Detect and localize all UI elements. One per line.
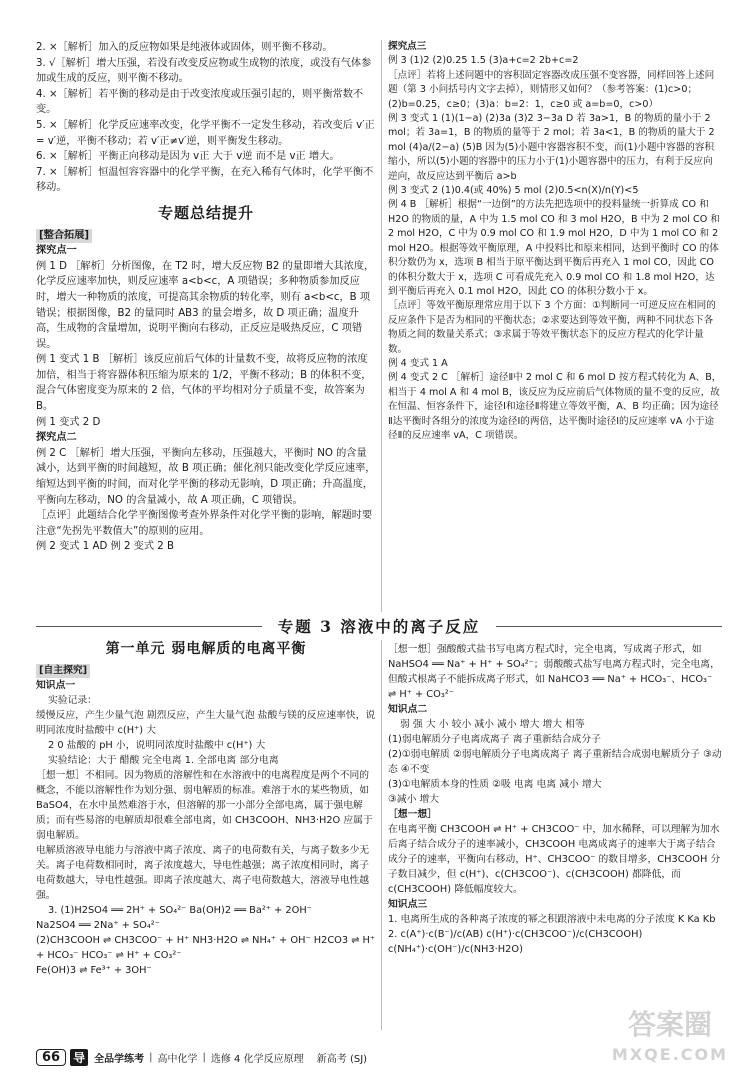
equation-line: Na2SO4 ══ 2Na⁺ + SO₄²⁻	[36, 920, 160, 931]
think-text: ［想一想］不相同。因为物质的溶解性和在水溶液中的电离程度是两个不同的概念，不能以溶解性作为划分强、弱电解质的标准。难溶于水的某些物质，如 BaSO4，在水中虽然难溶于水，但溶解的那一小部分全部电离，属于强电解质；而有些易溶的电解质却很难全部电离，如 CH3COOH、NH3·H2O 应属于弱电解质。	[36, 770, 373, 841]
knowledge-answer: (3)①电解质本身的性质 ②吸 电离 电离 减小 增大	[388, 779, 602, 790]
think-label: ［想一想］	[388, 809, 437, 820]
comment-text: ［点评］等效平衡原理常应用于以下 3 个方面：①判断同一可逆反应在相同的反应条件下是否为相同的平衡状态；②求要达到等效平衡，两种不同状态下各物质之间的数量关系式；③求属于等效平衡状态下的反应方程式的化学计量数。	[388, 300, 716, 355]
footer-separator	[309, 1052, 312, 1063]
footer-separator: |	[202, 1051, 206, 1063]
answer-item: 2. ×［解析］加入的反应物如果是纯液体或固体，则平衡不移动。	[36, 42, 333, 53]
knowledge-answer: (1)弱电解质分子电离成离子 离子重新结合成分子	[388, 734, 601, 745]
example-answer: 例 4 变式 2 C ［解析］途径Ⅱ中 2 mol C 和 6 mol D 按方程式转化为 A、B，相当于 4 mol A 和 4 mol B，该反应为反应前后气体物质的量不变的反应，故在恒温、恒容条件下，途径Ⅰ和途径Ⅱ将建立等效平衡，A、B 均正确；因为途径Ⅱ达平衡时各组分的浓度为途径Ⅰ的两倍，达平衡时途径Ⅰ的反应速率 vA 小于途径Ⅱ的反应速率 vA，C 项错误。	[388, 372, 722, 441]
knowledge-point-3-label: 知识点三	[388, 899, 428, 910]
example-answer: 例 1 变式 1 B ［解析］该反应前后气体的计量数不变，故将反应物的浓度加倍，相当于将容器体积压缩为原来的 1/2，平衡不移动；B 的体积不变，混合气体密度变为原来的 2 倍，气体的平均相对分子质量不变，故答案为 B。	[36, 354, 372, 413]
example-answer: 例 3 变式 2 (1)0.4(或 40%) 5 mol (2)0.5<n(X)/n(Y)<5	[388, 185, 639, 197]
knowledge-answer: 实验结论：大于 醋酸 完全电离 1. 全部电离 部分电离	[48, 755, 279, 766]
formula-line: 2. c(A⁺)·c(B⁻)/c(AB) c(H⁺)·c(CH3COO⁻)/c(CH3COOH) c(NH₄⁺)·c(OH⁻)/c(NH3·H2O)	[388, 929, 643, 955]
equation-line: 3. (1)H2SO4 ══ 2H⁺ + SO₄²⁻ Ba(OH)2 ══ Ba²⁺ + 2OH⁻	[48, 905, 312, 916]
watermark-logo	[600, 1010, 740, 1070]
example-answer: 例 3 (1)2 (2)0.25 1.5 (3)a+c=2 2b+c=2	[388, 55, 579, 67]
knowledge-answer: 电解质溶液导电能力与溶液中离子浓度、离子的电荷数有关，与离子数多少无关。离子电荷数相同时，离子浓度越大，导电性越强；离子浓度相同时，离子电荷数越大，导电性越强。即离子浓度越大、离子电荷数越大，溶液导电性越强。	[36, 845, 370, 901]
left-column-upper	[36, 40, 376, 555]
summary-title: 专题总结提升	[157, 203, 254, 222]
topic-title: 专题 3 溶液中的离子反应	[277, 617, 481, 636]
answer-item: 7. ×［解析］恒温恒容容器中的化学平衡，在充入稀有气体时，化学平衡不移动。	[36, 166, 374, 194]
equation-line: Fe(OH)3 ⇌ Fe³⁺ + 3OH⁻	[36, 965, 152, 976]
equation-line: (2)CH3COOH ⇌ CH3COO⁻ + H⁺ NH3·H2O ⇌ NH₄⁺ + OH⁻ H2CO3 ⇌ H⁺ + HCO₃⁻ HCO₃⁻ ⇌ H⁺ + CO₃²⁻	[36, 935, 376, 961]
integrate-tag: [整合拓展]	[36, 229, 92, 243]
footer-subject: 高中化学	[157, 1053, 198, 1065]
column-divider-lower	[381, 640, 382, 1030]
topic-banner	[36, 614, 722, 638]
example-answer: 例 2 变式 1 AD 例 2 变式 2 B	[36, 541, 174, 553]
answer-item: 3. √［解析］增大压强，若没有改变反应物或生成物的浓度，或没有气体参加或生成的反应，则平衡不移动。	[36, 57, 372, 85]
banner-rule-right	[496, 626, 722, 627]
knowledge-point-1-label: 知识点一	[36, 680, 76, 691]
knowledge-answer: 2 0 盐酸的 pH 小，说明同浓度时盐酸中 c(H⁺) 大	[48, 740, 266, 751]
right-column-lower	[388, 642, 722, 957]
answer-item: 6. ×［解析］平衡正向移动是因为 v正 大于 v逆 而不是 v正 增大。	[36, 151, 340, 163]
think-text: 在电离平衡 CH3COOH ⇌ H⁺ + CH3COO⁻ 中，加水稀释，可以理解为加水后离子结合成分子的速率减小，CH3COOH 电离成离子的速率大于离子结合成分子的速率，平衡向右移动，H⁺、CH3COO⁻ 的数目增多，CH3COOH 分子数目减少，但 c(H⁺)、c(CH3COO⁻)、c(CH3COOH) 都降低，而 c(CH3COOH) 降低幅度较大。	[388, 824, 721, 895]
example-answer: 例 1 D ［解析］分析图像，在 T2 时，增大反应物 B2 的量即增大其浓度，化学反应速率加快，则反应速率 a<b<c，A 项错误；多种物质参加反应时，增大一种物质的浓度，可提高其余物质的转化率，则有 a<b<c，B 项错误；根据图像，B2 的量同时 AB3 的量会增多，故 D 项正确；温度升高，生成物的含量增加，说明平衡向右移动，正反应是吸热反应，C 项错误。	[36, 260, 375, 350]
answer-item: 5. ×［解析］化学反应速率改变，化学平衡不一定发生移动，若改变后 v′正 = v′逆，平衡不移动；若 v′正≠v′逆，则平衡发生移动。	[36, 119, 375, 147]
footer-separator: |	[149, 1051, 153, 1063]
explore-point-1-label: 探究点一	[36, 245, 77, 257]
page-number: 66	[36, 1049, 66, 1066]
watermark-main: 答案圈	[627, 1008, 712, 1041]
brand-name: 全品学练考	[94, 1053, 145, 1065]
page-footer	[36, 1047, 367, 1067]
footer-book: 选修 4 化学反应原理	[210, 1053, 304, 1065]
example-answer: 例 3 变式 1 (1)(1−a) (2)3a (3)2 3−3a D 若 3a>1，B 的物质的量小于 2 mol；若 3a=1，B 的物质的量等于 2 mol；若 3a<1，B 的物质的量大于 2 mol (4)a/(2−a) (5)B 因为(5)小题中容器容积不变，而(1)小题中容器的容积缩小，所以(5)小题的容器中的压力小于(1)小题容器中的压力，有利于反应向逆向，故反应达到平衡后 a>b	[388, 113, 715, 182]
comment-text: ［点评］此题结合化学平衡图像考查外界条件对化学平衡的影响，解题时要注意“先拐先平数值大”的原则的应用。	[36, 510, 373, 537]
knowledge-answer: 弱 强 大 小 较小 减小 减小 增大 增大 相等	[400, 719, 585, 730]
knowledge-point-2-label: 知识点二	[388, 704, 428, 715]
knowledge-answer: (2)①弱电解质 ②弱电解质分子电离成离子 离子重新结合成弱电解质分子 ③动态 ④不变	[388, 749, 722, 775]
left-column-lower	[36, 642, 376, 978]
footer-edition: 新高考 (SJ)	[316, 1053, 368, 1065]
answer-item: 4. ×［解析］若平衡的移动是由于改变浓度或压强引起的，则平衡常数不变。	[36, 88, 364, 116]
example-answer: 例 4 B ［解析］根据“一边倒”的方法先把选项中的投料量统一折算成 CO 和 H2O 的物质的量，A 中为 1.5 mol CO 和 3 mol H2O，B 中为 2 mol CO 和 2 mol H2O，C 中为 0.9 mol CO 和 1.9 mol H2O，D 中为 1 mol CO 和 2 mol H2O。根据等效平衡原理，A 中投料比和原来相同，达到平衡时 CO 的体积分数仍为 x，选项 B 相当于原平衡达到平衡后再充入 1 mol CO，因此 CO 的体积分数大于 x，选项 C 可看成先充入 0.9 mol CO 和 1.8 mol H2O，达到平衡后再充入 0.1 mol H2O，因此 CO 的体积分数小于 x。	[388, 199, 720, 297]
column-divider	[381, 40, 382, 612]
self-explore-tag: [自主探究]	[36, 664, 90, 678]
example-answer: 例 4 变式 1 A	[388, 357, 448, 369]
example-answer: 例 1 变式 2 D	[36, 416, 101, 428]
watermark-sub: MXQE.COM	[611, 1045, 729, 1064]
right-column-upper	[388, 40, 722, 443]
banner-rule-left	[36, 626, 262, 627]
think-text: ［想一想］强酸酸式盐书写电离方程式时，完全电离，写成离子形式，如 NaHSO4 ══ Na⁺ + H⁺ + SO₄²⁻；弱酸酸式盐写电离方程式时，完全电离，但酸式根离子不能拆成离子形式，如 NaHCO3 ══ Na⁺ + HCO₃⁻、HCO₃⁻ ⇌ H⁺ + CO₃²⁻	[388, 644, 720, 700]
knowledge-answer: 1. 电离所生成的各种离子浓度的幂之积跟溶液中未电离的分子浓度 K Ka Kb	[388, 914, 716, 925]
knowledge-answer: 缓慢反应，产生少量气泡 剧烈反应，产生大量气泡 盐酸与镁的反应速率快，说明同浓度时盐酸中 c(H⁺) 大	[36, 710, 376, 736]
comment-text: ［点评］若将上述问题中的容积固定容器改成压强不变容器，同样回答上述问题（第 3 小问括号内文字去掉），则情形又如何？（参考答案：(1)c>0；(2)b=0.25，c≥0；(3)a：b=2：1，c≥0 或 a=b=0，c>0）	[388, 69, 715, 110]
unit-title: 第一单元 弱电解质的电离平衡	[105, 641, 307, 657]
brand-logo-icon: 导	[70, 1049, 88, 1066]
knowledge-answer: 实验记录：	[48, 695, 97, 706]
example-answer: 例 2 C ［解析］增大压强，平衡向左移动，压强越大，平衡时 NO 的含量减小，达到平衡的时间越短，故 B 项正确；催化剂只能改变化学反应速率，缩短达到平衡的时间，而对化学平衡的移动无影响，D 项正确；升高温度，平衡向左移动，NO 的含量减小，故 A 项正确，C 项错误。	[36, 447, 376, 506]
explore-point-3-label: 探究点三	[388, 41, 427, 52]
knowledge-answer: ③减小 增大	[388, 794, 440, 805]
explore-point-2-label: 探究点二	[36, 432, 77, 444]
